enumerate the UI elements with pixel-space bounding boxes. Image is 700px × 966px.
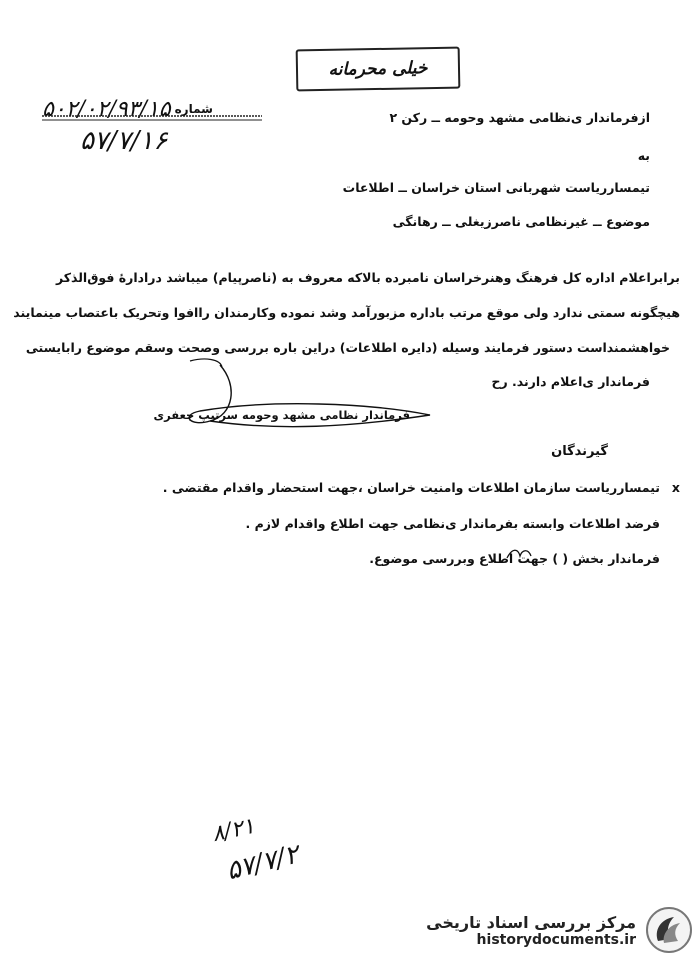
body-line-4: فرماندار ی‌اعلام دارند. رح — [491, 374, 650, 389]
document-number-value: ۵۰۲/۰۲/۹۳/۱۵ — [42, 96, 171, 122]
archive-watermark — [412, 902, 694, 958]
number-underline — [40, 112, 270, 126]
to-label: به — [637, 148, 650, 163]
recipient-line: تیمسارریاست شهربانی استان خراسان ــ اطلاعات — [342, 180, 650, 195]
recipient-item-3: فرماندار بخش ( ) جهت اطلاع وبررسی موضوع. — [369, 551, 660, 566]
recipients-heading: گیرندگان — [551, 444, 608, 459]
document-center-logo-icon — [644, 905, 694, 955]
from-line: ازفرماندار ی‌نظامی مشهد وحومه ــ رکن ۲ — [389, 110, 650, 125]
watermark-title: مرکز بررسی اسناد تاریخی — [426, 912, 636, 932]
margin-note-1: ۸/۲۱ — [209, 813, 258, 848]
subject-line: موضوع ــ غیرنظامی ناصرزیغلی ــ رهانگی — [392, 214, 650, 229]
watermark-text — [426, 913, 636, 948]
recipient-mark-1: x — [671, 480, 680, 495]
classification-stamp — [296, 47, 461, 92]
recipient-item-1: تیمساررياست سازمان اطلاعات وامنيت خراسان ،جهت استحضار واقدام مقتضی . — [162, 480, 660, 495]
signature-scribble — [150, 355, 440, 445]
document-number-label: شماره — [174, 102, 213, 116]
body-line-2: هیچگونه سمتی ندارد ولی موقع مرتب باداره مزبورآمد وشد نموده وکارمندان راافوا وتحریک باعتصاب مینمایند — [13, 305, 680, 320]
handwritten-insert — [504, 544, 534, 564]
body-line-3: خواهشمنداست دستور فرمایند وسیله (دایره اطلاعات) دراین باره بررسی وصحت وسقم موضوع رابایستی — [25, 340, 670, 355]
document-date: ۵۷/۷/۱۶ — [80, 126, 168, 156]
watermark-url: historydocuments.ir — [476, 931, 636, 948]
recipient-item-2: فرضد اطلاعات وابسته بفرماندار ی‌نظامی جهت اطلاع واقدام لازم . — [245, 516, 660, 531]
margin-note-2: ۵۷/۷/۲ — [223, 839, 302, 887]
stamp-text: خیلی محرمانه — [328, 58, 428, 80]
body-line-1: برابراعلام اداره کل فرهنگ وهنرخراسان نامبرده بالاکه معروف به (ناصرپیام) میباشد درادارهٔ فوق‌الذکر — [55, 270, 680, 285]
signature-line: فرماندار نظامی مشهد وحومه سرتیپ جعفری — [153, 408, 410, 422]
